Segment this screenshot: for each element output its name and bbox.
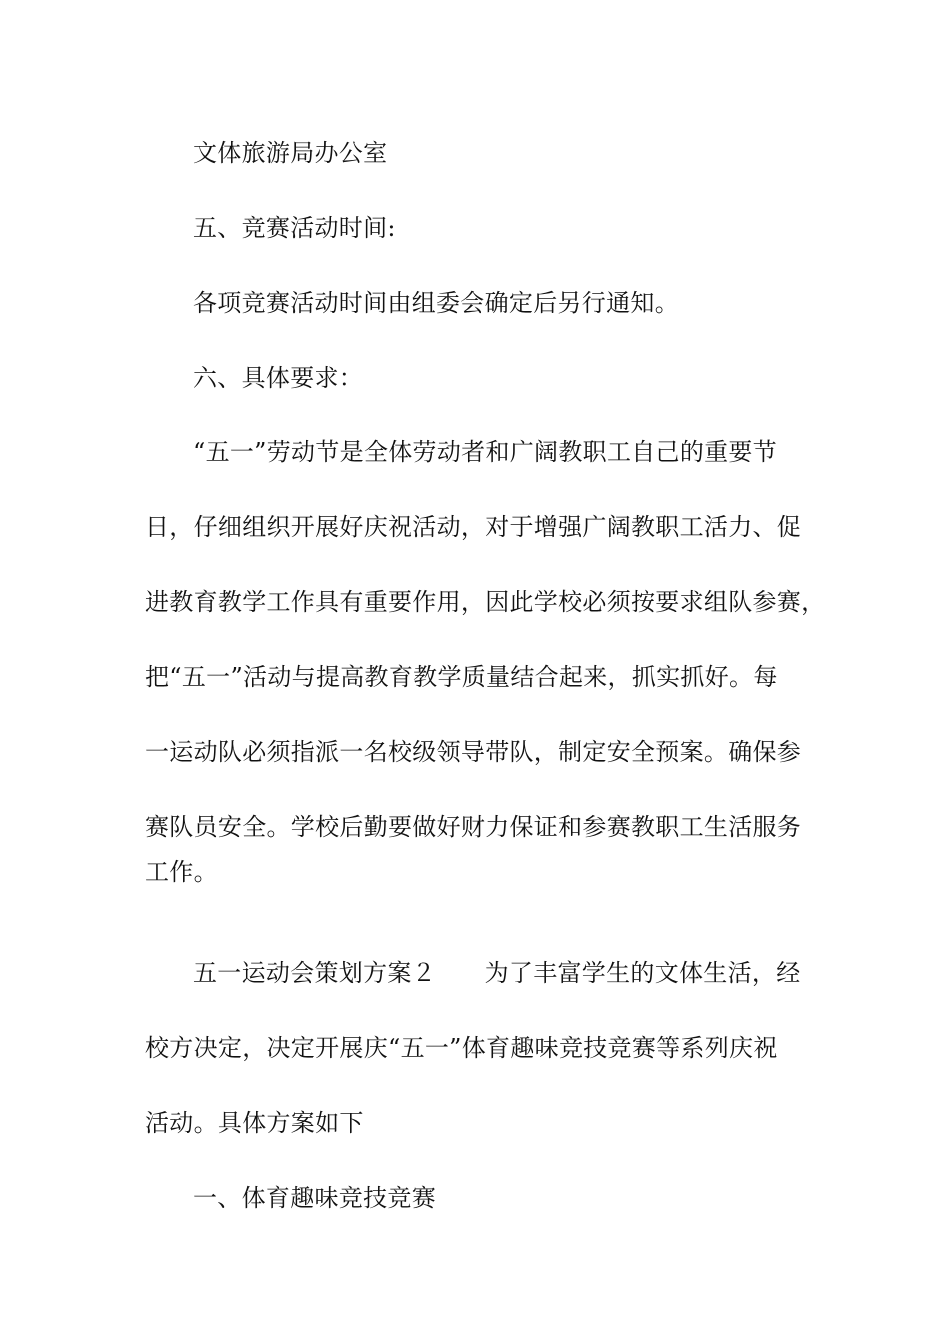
paragraph-line: 赛队员安全。学校后勤要做好财力保证和参赛教职工生活服务 xyxy=(145,813,802,841)
paragraph-line: 进教育教学工作具有重要作用，因此学校必须按要求组队参赛， xyxy=(145,588,826,616)
section-heading-requirements: 六、具体要求： xyxy=(193,364,364,392)
paragraph-line: 一运动队必须指派一名校级领导带队，制定安全预案。确保参 xyxy=(145,738,802,766)
paragraph-line: 校方决定，决定开展庆“五一”体育趣味竞技竞赛等系列庆祝 xyxy=(145,1034,778,1062)
plan-title-line: 五一运动会策划方案２ 为了丰富学生的文体生活，经 xyxy=(193,959,801,987)
office-name-line: 文体旅游局办公室 xyxy=(193,139,388,167)
paragraph-line: “五一”劳动节是全体劳动者和广阔教职工自己的重要节 xyxy=(193,438,778,466)
paragraph-line: 各项竞赛活动时间由组委会确定后另行通知。 xyxy=(193,289,679,317)
paragraph-line: 日，仔细组织开展好庆祝活动，对于增强广阔教职工活力、促 xyxy=(145,513,802,541)
paragraph-line: 工作。 xyxy=(145,858,218,886)
paragraph-line: 把“五一”活动与提高教育教学质量结合起来，抓实抓好。每 xyxy=(145,663,778,691)
section-heading-competition-time: 五、竞赛活动时间: xyxy=(193,214,396,242)
paragraph-line: 活动。具体方案如下 xyxy=(145,1109,364,1137)
section-heading-fun-sports: 一、体育趣味竞技竞赛 xyxy=(193,1184,436,1212)
